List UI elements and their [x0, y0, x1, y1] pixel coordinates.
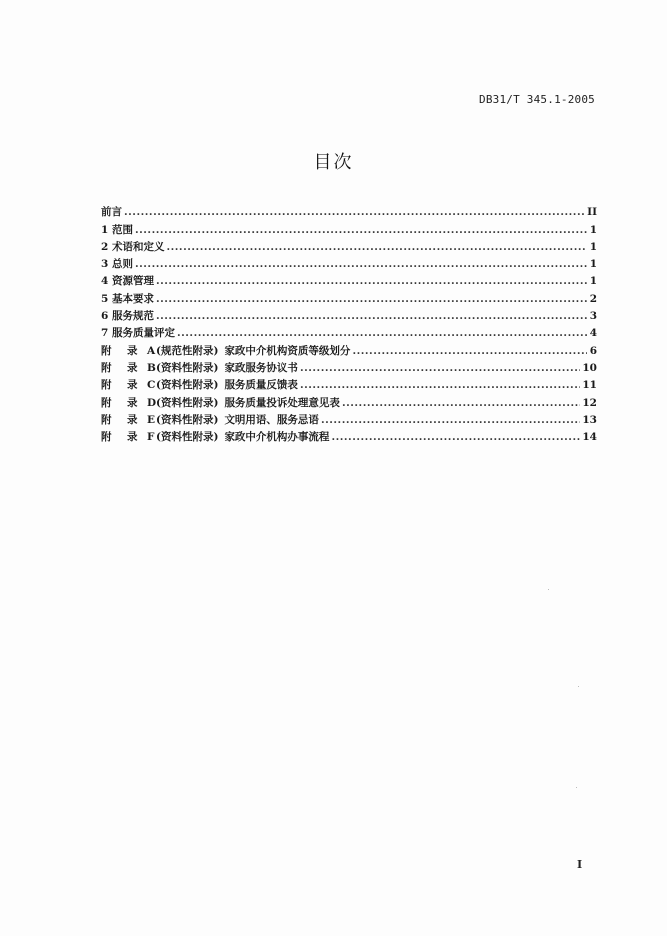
- toc-entry-page: 2: [589, 292, 597, 305]
- appendix-type: (资料性附录): [156, 379, 219, 392]
- toc-leader-dots: [177, 326, 587, 340]
- toc-appendix-d[interactable]: [101, 392, 597, 409]
- toc-entry-service-spec[interactable]: [101, 306, 597, 323]
- toc-leader-dots: [156, 292, 587, 306]
- toc-leader-dots: [342, 396, 580, 410]
- appendix-word-lu: 录: [127, 413, 138, 426]
- toc-entry-label: 7 服务质量评定: [101, 327, 175, 340]
- toc-entry-label: 3 总则: [101, 258, 133, 271]
- appendix-type: (资料性附录): [156, 413, 219, 426]
- toc-entry-label: 6 服务规范: [101, 310, 154, 323]
- toc-leader-dots: [166, 240, 587, 254]
- appendix-letter: A: [147, 344, 156, 357]
- toc-leader-dots: [331, 430, 580, 444]
- appendix-type: (资料性附录): [156, 431, 219, 444]
- appendix-word-lu: 录: [127, 396, 138, 409]
- toc-entry-foreword[interactable]: [101, 202, 597, 219]
- toc-leader-dots: [156, 309, 587, 323]
- toc-entry-page: 1: [589, 240, 597, 253]
- toc-entry-label: 前言: [101, 206, 122, 219]
- toc-entry-page: 10: [582, 361, 597, 374]
- appendix-title: 文明用语、服务忌语: [224, 413, 319, 426]
- page-number: I: [577, 858, 583, 871]
- appendix-word-fu: 附: [101, 431, 112, 444]
- toc-leader-dots: [352, 344, 587, 358]
- appendix-word-fu: 附: [101, 379, 112, 392]
- toc-appendix-a[interactable]: [101, 340, 597, 357]
- toc-leader-dots: [135, 257, 587, 271]
- appendix-letter: E: [147, 413, 156, 426]
- toc-entry-resources[interactable]: [101, 271, 597, 288]
- appendix-word-lu: 录: [127, 361, 138, 374]
- document-code: DB31/T 345.1-2005: [479, 93, 595, 106]
- toc-entry-scope[interactable]: [101, 219, 597, 236]
- toc-leader-dots: [135, 223, 587, 237]
- scan-speck: [576, 787, 577, 788]
- appendix-word-lu: 录: [127, 379, 138, 392]
- toc-entry-label: 5 基本要求: [101, 292, 154, 305]
- toc-entry-page: 1: [589, 275, 597, 288]
- appendix-word-lu: 录: [127, 344, 138, 357]
- toc-entry-page: 1: [589, 258, 597, 271]
- appendix-letter: D: [147, 396, 157, 409]
- toc-entry-general[interactable]: [101, 254, 597, 271]
- toc-leader-dots: [124, 205, 585, 219]
- appendix-type: (资料性附录): [156, 396, 219, 409]
- toc-leader-dots: [300, 378, 580, 392]
- appendix-label: [101, 396, 340, 410]
- appendix-letter: C: [147, 379, 156, 392]
- toc-leader-dots: [156, 274, 587, 288]
- appendix-letter: B: [147, 361, 156, 374]
- appendix-label: [101, 430, 329, 444]
- scan-speck: [548, 589, 549, 590]
- appendix-word-fu: 附: [101, 413, 112, 426]
- toc-entry-page: 14: [582, 431, 597, 444]
- appendix-label: [101, 361, 298, 375]
- toc-entry-terms[interactable]: [101, 237, 597, 254]
- toc-entry-page: 13: [582, 413, 597, 426]
- appendix-title: 服务质量投诉处理意见表: [224, 396, 340, 409]
- appendix-label: [101, 378, 298, 392]
- toc-entry-page: 11: [582, 379, 597, 392]
- appendix-word-fu: 附: [101, 361, 112, 374]
- toc-leader-dots: [321, 413, 580, 427]
- appendix-type: (规范性附录): [156, 344, 219, 357]
- appendix-label: [101, 413, 319, 427]
- appendix-title: 服务质量反馈表: [224, 379, 298, 392]
- appendix-title: 家政中介机构资质等级划分: [224, 344, 351, 357]
- table-of-contents: [101, 202, 597, 444]
- appendix-title: 家政服务协议书: [224, 361, 298, 374]
- appendix-word-fu: 附: [101, 344, 112, 357]
- toc-entry-label: 2 术语和定义: [101, 240, 165, 253]
- toc-entry-page: 6: [589, 344, 597, 357]
- toc-appendix-b[interactable]: [101, 358, 597, 375]
- toc-entry-requirements[interactable]: [101, 288, 597, 305]
- toc-appendix-f[interactable]: [101, 427, 597, 444]
- toc-entry-quality[interactable]: [101, 323, 597, 340]
- appendix-word-fu: 附: [101, 396, 112, 409]
- toc-entry-page: 4: [589, 327, 597, 340]
- toc-entry-page: II: [587, 206, 597, 219]
- appendix-type: (资料性附录): [156, 361, 219, 374]
- appendix-label: [101, 344, 350, 358]
- toc-entry-page: 3: [589, 310, 597, 323]
- appendix-word-lu: 录: [127, 431, 138, 444]
- appendix-title: 家政中介机构办事流程: [224, 431, 330, 444]
- toc-appendix-c[interactable]: [101, 375, 597, 392]
- toc-entry-label: 4 资源管理: [101, 275, 154, 288]
- appendix-letter: F: [147, 431, 155, 444]
- toc-appendix-e[interactable]: [101, 410, 597, 427]
- toc-entry-page: 1: [589, 223, 597, 236]
- toc-leader-dots: [300, 361, 580, 375]
- toc-title: 目次: [313, 152, 354, 173]
- toc-entry-label: 1 范围: [101, 223, 133, 236]
- scan-speck: [578, 686, 579, 687]
- toc-entry-page: 12: [582, 396, 597, 409]
